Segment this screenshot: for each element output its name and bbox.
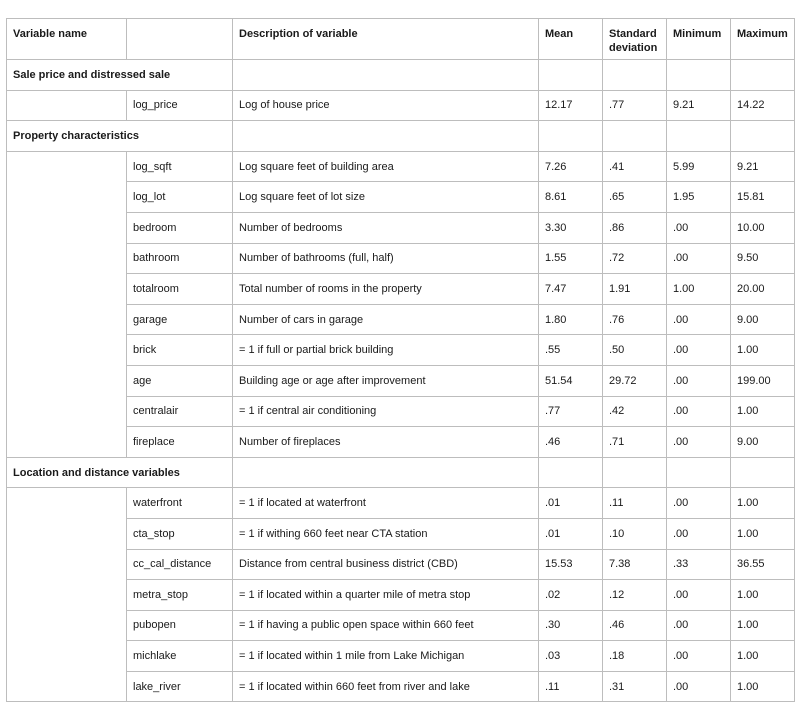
variable-cell: lake_river [127,671,233,702]
std-cell: 1.91 [603,274,667,305]
mean-cell: .30 [539,610,603,641]
std-cell: .86 [603,212,667,243]
min-cell: .00 [667,518,731,549]
max-cell: 1.00 [731,641,795,672]
variable-cell: michlake [127,641,233,672]
mean-cell: 1.80 [539,304,603,335]
max-cell: 9.00 [731,427,795,458]
std-cell: 7.38 [603,549,667,580]
variable-cell: log_sqft [127,151,233,182]
mean-cell: .03 [539,641,603,672]
empty-cell [731,121,795,152]
empty-cell [731,457,795,488]
max-cell: 199.00 [731,365,795,396]
section-row [7,60,795,91]
table-row [7,488,795,519]
description-cell: = 1 if withing 660 feet near CTA station [233,518,539,549]
variable-cell: cc_cal_distance [127,549,233,580]
max-cell: 14.22 [731,90,795,121]
description-cell: = 1 if having a public open space within 660 feet [233,610,539,641]
max-cell: 1.00 [731,488,795,519]
description-cell: Number of fireplaces [233,427,539,458]
empty-cell [667,60,731,91]
description-cell: Distance from central business district (CBD) [233,549,539,580]
variable-cell: bathroom [127,243,233,274]
std-cell: .31 [603,671,667,702]
header-mean: Mean [539,19,603,60]
std-cell: .18 [603,641,667,672]
summary-statistics-table [6,18,795,702]
mean-cell: .01 [539,518,603,549]
variable-cell: metra_stop [127,580,233,611]
std-cell: .76 [603,304,667,335]
description-cell: = 1 if located within a quarter mile of metra stop [233,580,539,611]
std-cell: .12 [603,580,667,611]
empty-cell [731,60,795,91]
variable-cell: pubopen [127,610,233,641]
min-cell: .33 [667,549,731,580]
std-cell: .65 [603,182,667,213]
indent-cell [7,488,127,702]
header-row [7,19,795,60]
empty-cell [667,121,731,152]
min-cell: .00 [667,365,731,396]
max-cell: 36.55 [731,549,795,580]
max-cell: 20.00 [731,274,795,305]
variable-cell: waterfront [127,488,233,519]
std-cell: .50 [603,335,667,366]
description-cell: Log square feet of building area [233,151,539,182]
min-cell: .00 [667,304,731,335]
min-cell: .00 [667,396,731,427]
max-cell: 1.00 [731,580,795,611]
table-row [7,151,795,182]
description-cell: Building age or age after improvement [233,365,539,396]
section-row [7,121,795,152]
header-description: Description of variable [233,19,539,60]
description-cell: Log of house price [233,90,539,121]
min-cell: .00 [667,641,731,672]
min-cell: .00 [667,671,731,702]
min-cell: .00 [667,427,731,458]
description-cell: = 1 if located within 660 feet from river and lake [233,671,539,702]
mean-cell: .02 [539,580,603,611]
std-cell: .72 [603,243,667,274]
description-cell: Log square feet of lot size [233,182,539,213]
description-cell: = 1 if central air conditioning [233,396,539,427]
header-standard-deviation: Standard deviation [603,19,667,60]
indent-cell [7,151,127,457]
description-cell: Number of bedrooms [233,212,539,243]
empty-cell [603,60,667,91]
std-cell: .41 [603,151,667,182]
max-cell: 1.00 [731,396,795,427]
description-cell: Number of cars in garage [233,304,539,335]
max-cell: 10.00 [731,212,795,243]
min-cell: .00 [667,243,731,274]
min-cell: .00 [667,580,731,611]
empty-cell [233,121,539,152]
variable-cell: cta_stop [127,518,233,549]
mean-cell: .77 [539,396,603,427]
table-body [7,60,795,702]
empty-cell [539,121,603,152]
min-cell: 1.95 [667,182,731,213]
max-cell: 15.81 [731,182,795,213]
mean-cell: .55 [539,335,603,366]
mean-cell: 8.61 [539,182,603,213]
max-cell: 1.00 [731,610,795,641]
variable-cell: age [127,365,233,396]
std-cell: .71 [603,427,667,458]
min-cell: .00 [667,212,731,243]
empty-cell [539,457,603,488]
variable-cell: centralair [127,396,233,427]
max-cell: 1.00 [731,518,795,549]
mean-cell: .11 [539,671,603,702]
mean-cell: 3.30 [539,212,603,243]
mean-cell: 15.53 [539,549,603,580]
empty-cell [603,121,667,152]
mean-cell: 7.26 [539,151,603,182]
std-cell: .10 [603,518,667,549]
header-maximum: Maximum [731,19,795,60]
description-cell: Number of bathrooms (full, half) [233,243,539,274]
max-cell: 9.00 [731,304,795,335]
max-cell: 1.00 [731,335,795,366]
variable-cell: brick [127,335,233,366]
variable-cell: log_lot [127,182,233,213]
mean-cell: 7.47 [539,274,603,305]
mean-cell: .46 [539,427,603,458]
std-cell: .46 [603,610,667,641]
mean-cell: 1.55 [539,243,603,274]
variable-cell: totalroom [127,274,233,305]
max-cell: 1.00 [731,671,795,702]
header-variable-name: Variable name [7,19,127,60]
min-cell: 5.99 [667,151,731,182]
description-cell: = 1 if located within 1 mile from Lake Michigan [233,641,539,672]
max-cell: 9.50 [731,243,795,274]
variable-cell: bedroom [127,212,233,243]
section-row [7,457,795,488]
section-title: Property characteristics [7,121,233,152]
section-title: Sale price and distressed sale [7,60,233,91]
std-cell: 29.72 [603,365,667,396]
mean-cell: .01 [539,488,603,519]
empty-cell [603,457,667,488]
empty-cell [539,60,603,91]
empty-cell [667,457,731,488]
description-cell: = 1 if full or partial brick building [233,335,539,366]
std-cell: .77 [603,90,667,121]
variable-cell: fireplace [127,427,233,458]
header-sub [127,19,233,60]
empty-cell [233,457,539,488]
indent-cell [7,90,127,121]
min-cell: .00 [667,610,731,641]
std-cell: .11 [603,488,667,519]
variable-cell: log_price [127,90,233,121]
variable-cell: garage [127,304,233,335]
header-minimum: Minimum [667,19,731,60]
mean-cell: 12.17 [539,90,603,121]
section-title: Location and distance variables [7,457,233,488]
empty-cell [233,60,539,91]
min-cell: 1.00 [667,274,731,305]
description-cell: Total number of rooms in the property [233,274,539,305]
mean-cell: 51.54 [539,365,603,396]
min-cell: 9.21 [667,90,731,121]
max-cell: 9.21 [731,151,795,182]
min-cell: .00 [667,335,731,366]
min-cell: .00 [667,488,731,519]
table-row [7,90,795,121]
description-cell: = 1 if located at waterfront [233,488,539,519]
std-cell: .42 [603,396,667,427]
